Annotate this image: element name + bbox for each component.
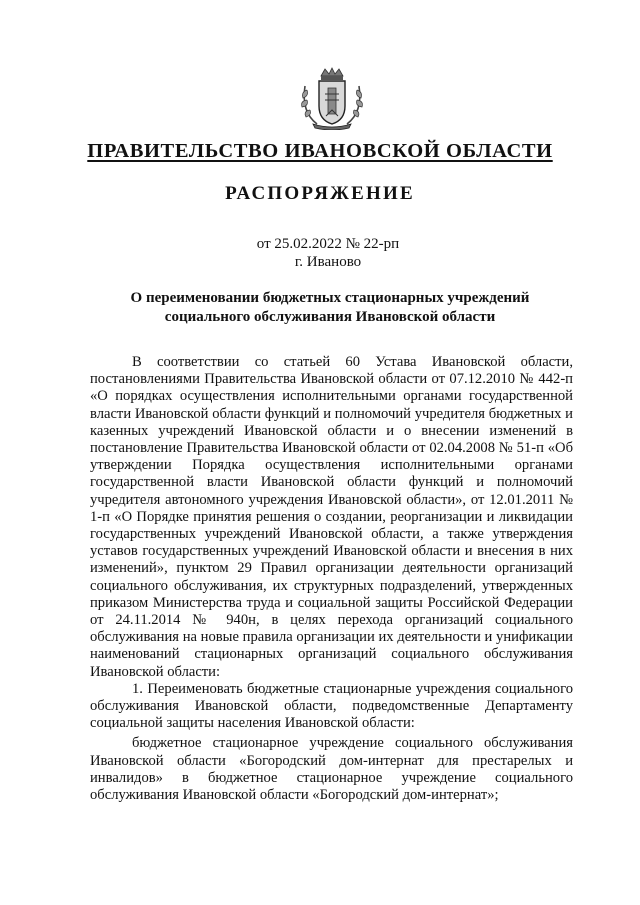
document-type-heading: РАСПОРЯЖЕНИЕ <box>225 183 415 204</box>
document-date-number: от 25.02.2022 № 22-рп <box>256 236 400 252</box>
document-city: г. Иваново <box>294 254 362 270</box>
ivanovo-coat-of-arms-icon <box>295 66 369 130</box>
item-1-paragraph: 1. Переименовать бюджетные стационарные учреждения социального обслуживания Ивановской области, подведомственные Департаменту социальной защиты населения Ивановской области: <box>90 680 573 732</box>
item-1-sub-paragraph: бюджетное стационарное учреждение социального обслуживания Ивановской области «Богородский дом-интернат для престарелых и инвалидов» в бюджетное стационарное учреждение социального обслуживания Ивановской области «Богородский дом-интернат»; <box>90 735 573 804</box>
preamble-paragraph: В соответствии со статьей 60 Устава Ивановской области, постановлениями Правительства Ивановской области от 07.12.2010 № 442-п «О порядках осуществления исполнительными органами государственной власти Ивановской области функций и полномочий учредителя бюджетных и казенных учреждений Ивановской области и о внесении изменений в постановление Правительства Ивановской области от 02.04.2008 № 51-п «Об утверждении Порядка осуществления исполнительными органами государственной власти Ивановской области функций и полномочий учредителя автономного учреждения Ивановской области», от 12.01.2011 № 1-п «О Порядке принятия решения о создании, реорганизации и ликвидации государственных учреждений Ивановской области, а также утверждения уставов государственных учреждений Ивановской области и внесения в них изменений», пунктом 29 Правил организации деятельности организаций социального обслуживания, их структурных подразделений, утвержденных приказом Министерства труда и социальной защиты Российской Федерации от 24.11.2014 № 940н, в целях перехода организаций социального обслуживания на новые правила организации их деятельности и унификации наименований стационарных организаций социального обслуживания Ивановской области: <box>90 354 573 680</box>
document-body <box>90 354 573 804</box>
document-subject: О переименовании бюджетных стационарных учреждений социального обслуживания Ивановской области <box>130 290 530 325</box>
government-title: ПРАВИТЕЛЬСТВО ИВАНОВСКОЙ ОБЛАСТИ <box>87 140 553 162</box>
